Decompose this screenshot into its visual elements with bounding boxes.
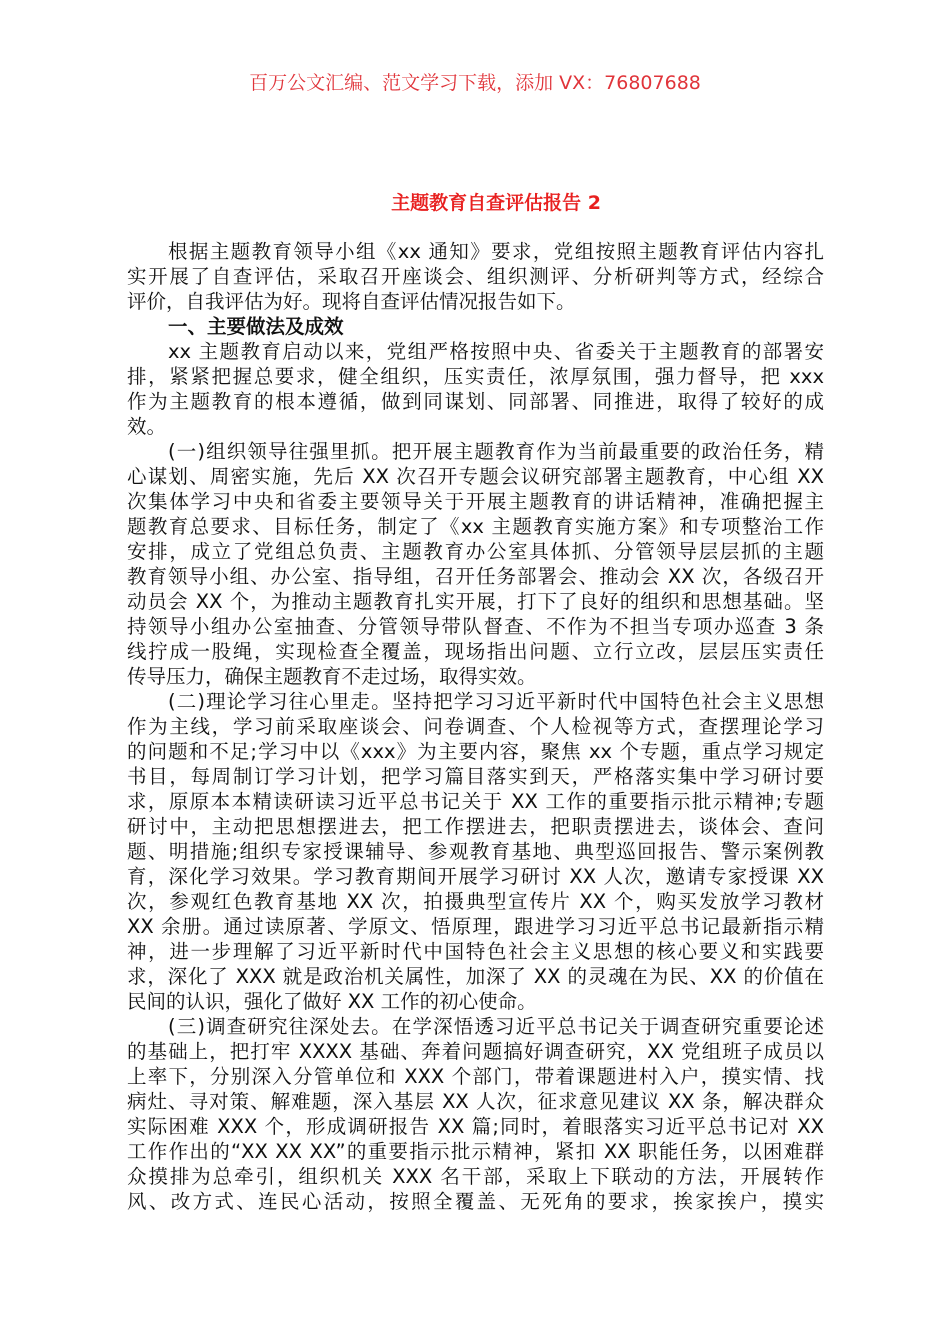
text-line: 题、明措施;组织专家授课辅导、参观教育基地、典型巡回报告、警示案例教 — [127, 840, 824, 863]
text-line: XX 余册。通过读原著、学原文、悟原理，跟进学习习近平总书记最新指示精 — [127, 915, 824, 938]
text-line: 作为主题教育的根本遵循，做到同谋划、同部署、同推进，取得了较好的成 — [127, 390, 824, 413]
text-line: 育，深化学习效果。学习教育期间开展学习研讨 XX 人次，邀请专家授课 XX — [127, 865, 824, 888]
text-line: 求，深化了 XXX 就是政治机关属性，加深了 XX 的灵魂在为民、XX 的价值在 — [127, 965, 824, 988]
text-line: 评价，自我评估为好。现将自查评估情况报告如下。 — [127, 290, 576, 313]
text-line: 求，原原本本精读研读习近平总书记关于 XX 工作的重要指示批示精神;专题 — [127, 790, 824, 813]
paragraph-organization — [127, 439, 824, 689]
text-line: 动员会 XX 个，为推动主题教育扎实开展，打下了良好的组织和思想基础。坚 — [127, 590, 824, 613]
text-line: 效。 — [127, 415, 167, 438]
text-line: 研讨中，主动把思想摆进去，把工作摆进去，把职责摆进去，谈体会、查问 — [127, 815, 824, 838]
text-line: (一)组织领导往强里抓。把开展主题教育作为当前最重要的政治任务，精 — [168, 440, 824, 463]
text-line: 作为主线，学习前采取座谈会、问卷调查、个人检视等方式，查摆理论学习 — [127, 715, 824, 738]
text-line: 实际困难 XXX 个，形成调研报告 XX 篇;同时，着眼落实习近平总书记对 XX — [127, 1115, 824, 1138]
paragraph-overview — [127, 339, 824, 439]
text-line: 次集体学习中央和省委主要领导关于开展主题教育的讲话精神，准确把握主 — [127, 490, 824, 513]
text-line: 根据主题教育领导小组《xx 通知》要求，党组按照主题教育评估内容扎 — [168, 240, 824, 263]
text-line: 排，紧紧把握总要求，健全组织，压实责任，浓厚氛围，强力督导，把 xxx — [127, 365, 824, 388]
paragraph-intro — [127, 239, 824, 314]
text-line: 次，参观红色教育基地 XX 次，拍摄典型宣传片 XX 个，购买发放学习教材 — [127, 890, 824, 913]
text-line: 上率下，分别深入分管单位和 XXX 个部门，带着课题进村入户，摸实情、找 — [127, 1065, 824, 1088]
text-line: 实开展了自查评估，采取召开座谈会、组织测评、分析研判等方式，经综合 — [127, 265, 824, 288]
text-line: 众摸排为总牵引，组织机关 XXX 名干部，采取上下联动的方法，开展转作 — [127, 1165, 824, 1188]
document-body — [127, 239, 824, 1214]
watermark-header: 百万公文汇编、范文学习下载，添加 VX：76807688 — [249, 72, 701, 94]
text-line: (三)调查研究往深处去。在学深悟透习近平总书记关于调查研究重要论述 — [168, 1015, 824, 1038]
text-line: 题教育总要求、目标任务，制定了《xx 主题教育实施方案》和专项整治工作 — [127, 515, 824, 538]
section-heading: 一、主要做法及成效 — [168, 315, 344, 338]
text-line: 风、改方式、连民心活动，按照全覆盖、无死角的要求，挨家挨户，摸实 — [127, 1190, 824, 1213]
text-line: 安排，成立了党组总负责、主题教育办公室具体抓、分管领导层层抓的主题 — [127, 540, 824, 563]
text-line: 神，进一步理解了习近平新时代中国特色社会主义思想的核心要义和实践要 — [127, 940, 824, 963]
text-line: 的基础上，把打牢 XXXX 基础、奔着问题搞好调查研究，XX 党组班子成员以 — [127, 1040, 824, 1063]
text-line: 教育领导小组、办公室、指导组，召开任务部署会、推动会 XX 次，各级召开 — [127, 565, 824, 588]
text-line: 民间的认识，强化了做好 XX 工作的初心使命。 — [127, 990, 537, 1013]
text-line: (二)理论学习往心里走。坚持把学习习近平新时代中国特色社会主义思想 — [168, 690, 824, 713]
paragraph-theory-study — [127, 689, 824, 1014]
paragraph-research — [127, 1014, 824, 1214]
document-title: 主题教育自查评估报告 2 — [391, 192, 601, 214]
text-line: 心谋划、周密实施，先后 XX 次召开专题会议研究部署主题教育，中心组 XX — [127, 465, 824, 488]
text-line: 工作作出的“XX XX XX”的重要指示批示精神，紧扣 XX 职能任务，以困难群 — [127, 1140, 824, 1163]
text-line: 书目，每周制订学习计划，把学习篇目落实到天，严格落实集中学习研讨要 — [127, 765, 824, 788]
text-line: 的问题和不足;学习中以《xxx》为主要内容，聚焦 xx 个专题，重点学习规定 — [127, 740, 824, 763]
text-line: 持领导小组办公室抽查、分管领导带队督查、不作为不担当专项办巡查 3 条 — [127, 615, 824, 638]
text-line: 传导压力，确保主题教育不走过场，取得实效。 — [127, 665, 537, 688]
text-line: 线拧成一股绳，实现检查全覆盖，现场指出问题、立行立改，层层压实责任 — [127, 640, 824, 663]
text-line: 病灶、寻对策、解难题，深入基层 XX 人次，征求意见建议 XX 条，解决群众 — [127, 1090, 824, 1113]
text-line: xx 主题教育启动以来，党组严格按照中央、省委关于主题教育的部署安 — [168, 340, 824, 363]
